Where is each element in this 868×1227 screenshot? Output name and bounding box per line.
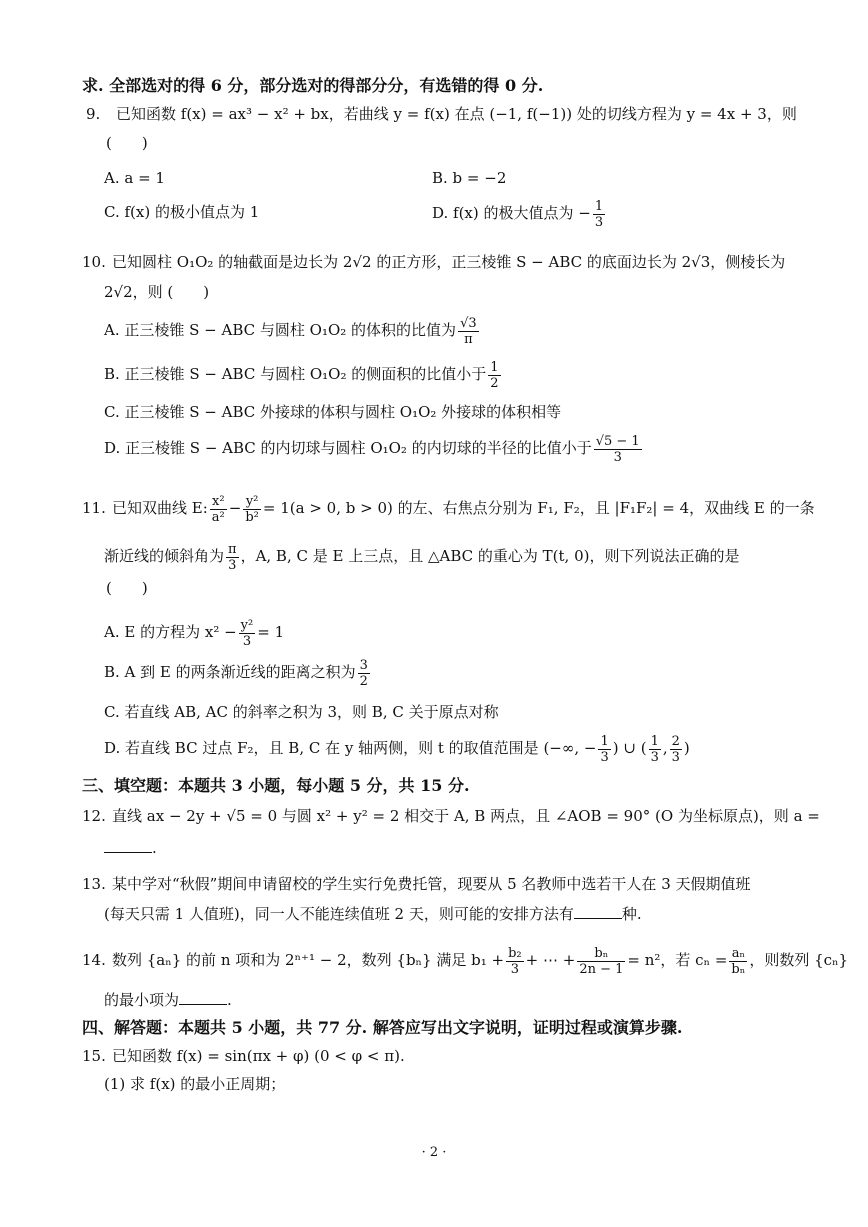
question-text: 已知函数 f(x) = ax³ − x² + bx，若曲线 y = f(x) 在点 (−1, f(−1)) 处的切线方程为 y = 4x + 3，则 xyxy=(116,105,797,123)
question-text: ，A, B, C 是 E 上三点，且 △ABC 的重心为 T(t, 0)，则下列说法正确的是 xyxy=(240,547,740,565)
question-number: 10. xyxy=(82,253,106,271)
fraction xyxy=(598,734,610,765)
question-12-stem xyxy=(82,806,820,826)
answer-blank[interactable] xyxy=(574,904,622,919)
option-9b: B. b = −2 xyxy=(432,169,507,187)
question-text: 已知双曲线 E: xyxy=(112,499,208,517)
option-text: ) ∪ ( xyxy=(612,739,647,757)
question-text: = n²，若 cₙ = xyxy=(627,951,728,969)
answer-blank[interactable] xyxy=(179,990,227,1005)
option-11c: C. 若直线 AB, AC 的斜率之积为 3，则 B, C 关于原点对称 xyxy=(104,703,499,721)
question-number: 15. xyxy=(82,1047,106,1065)
option-text: A. E 的方程为 x² − xyxy=(104,623,237,641)
section-3-heading: 三、填空题：本题共 3 小题，每小题 5 分，共 15 分. xyxy=(82,776,470,795)
fraction xyxy=(243,494,261,525)
option-text: B. 正三棱锥 S − ABC 与圆柱 O₁O₂ 的侧面积的比值小于 xyxy=(104,365,487,383)
denominator: 2 xyxy=(490,375,499,391)
fraction xyxy=(649,734,661,765)
denominator: b² xyxy=(245,509,259,525)
question-text: 种. xyxy=(621,905,642,923)
option-10d xyxy=(104,432,644,465)
question-text: + ⋯ + xyxy=(525,951,576,969)
numerator: aₙ xyxy=(729,946,747,962)
question-14-stem-line1 xyxy=(82,944,848,977)
question-9-paren: ( ) xyxy=(106,134,148,152)
question-text: 某中学对“秋假”期间申请留校的学生实行免费托管，现要从 5 名教师中选若干人在 3 天假期值班 xyxy=(112,875,751,893)
denominator: 2 xyxy=(359,673,368,689)
option-9c: C. f(x) 的极小值点为 1 xyxy=(104,203,260,221)
option-text: D. 正三棱锥 S − ABC 的内切球与圆柱 O₁O₂ 的内切球的半径的比值小于 xyxy=(104,439,592,457)
denominator: 3 xyxy=(242,633,252,649)
question-text: = 1(a > 0, b > 0) 的左、右焦点分别为 F₁, F₂，且 |F₁F₂| = 4，双曲线 E 的一条 xyxy=(262,499,815,517)
question-text: ，则数列 {cₙ} xyxy=(749,951,849,969)
question-number: 11. xyxy=(82,499,106,517)
numerator: 1 xyxy=(594,198,604,214)
denominator: 3 xyxy=(594,214,604,230)
denominator: 3 xyxy=(228,557,237,573)
page-number: · 2 · xyxy=(421,1145,447,1160)
fraction xyxy=(670,734,682,765)
question-15-part1: (1) 求 f(x) 的最小正周期； xyxy=(104,1075,286,1093)
denominator: 3 xyxy=(671,749,680,765)
minus-sign: − xyxy=(228,499,242,517)
answer-blank[interactable] xyxy=(104,838,152,853)
fraction xyxy=(226,542,239,573)
fraction xyxy=(593,199,605,230)
question-number: 12. xyxy=(82,807,106,825)
fraction xyxy=(239,618,256,649)
option-text: B. A 到 E 的两条渐近线的距离之积为 xyxy=(104,663,356,681)
option-text: A. 正三棱锥 S − ABC 与圆柱 O₁O₂ 的体积的比值为 xyxy=(104,321,457,339)
question-text: 直线 ax − 2y + √5 = 0 与圆 x² + y² = 2 相交于 A, B 两点，且 ∠AOB = 90° (O 为坐标原点)，则 a = xyxy=(112,807,820,825)
period: . xyxy=(227,991,232,1009)
denominator: 3 xyxy=(650,749,659,765)
option-11a xyxy=(104,616,284,649)
question-15-stem xyxy=(82,1046,405,1066)
numerator: 1 xyxy=(490,359,499,375)
option-10c: C. 正三棱锥 S − ABC 外接球的体积与圆柱 O₁O₂ 外接球的体积相等 xyxy=(104,403,562,421)
question-14-stem-line2 xyxy=(104,990,232,1010)
fraction xyxy=(210,494,227,525)
section-4-heading: 四、解答题：本题共 5 小题，共 77 分. 解答应写出文字说明，证明过程或演算步骤. xyxy=(82,1018,683,1037)
numerator: 3 xyxy=(359,657,368,673)
scoring-note: 求. 全部选对的得 6 分，部分选对的得部分分，有选错的得 0 分. xyxy=(82,76,544,95)
option-text: D. 若直线 BC 过点 F₂，且 B, C 在 y 轴两侧，则 t 的取值范围是 (−∞, − xyxy=(104,739,597,757)
numerator: √3 xyxy=(460,315,477,331)
option-text: = 1 xyxy=(257,623,285,641)
option-10b xyxy=(104,358,503,391)
numerator: x² xyxy=(210,494,227,510)
question-11-paren: ( ) xyxy=(106,579,148,597)
numerator: √5 − 1 xyxy=(595,433,640,449)
question-text: (每天只需 1 人值班)，同一人不能连续值班 2 天，则可能的安排方法有 xyxy=(104,905,574,923)
fraction xyxy=(358,658,370,689)
option-11b xyxy=(104,656,372,689)
numerator: 2 xyxy=(671,733,680,749)
numerator: 1 xyxy=(650,733,659,749)
option-10a xyxy=(104,314,481,347)
option-11d xyxy=(104,732,690,765)
denominator: 3 xyxy=(510,961,519,977)
option-9a: A. a = 1 xyxy=(104,169,165,187)
fraction xyxy=(488,360,500,391)
option-text: D. f(x) 的极大值点为 − xyxy=(432,204,591,222)
question-text: 渐近线的倾斜角为 xyxy=(104,547,225,565)
comma: , xyxy=(662,739,668,757)
numerator: bₙ xyxy=(577,946,625,962)
fraction xyxy=(577,946,625,977)
option-text: ) xyxy=(683,739,690,757)
denominator: bₙ xyxy=(731,961,746,977)
period: . xyxy=(152,839,157,857)
denominator: 2n − 1 xyxy=(579,961,624,977)
denominator: π xyxy=(464,331,473,347)
numerator: y² xyxy=(243,494,261,510)
question-10-stem-line1 xyxy=(82,252,785,272)
fraction xyxy=(506,946,524,977)
numerator: b₂ xyxy=(508,945,522,961)
question-text: 已知圆柱 O₁O₂ 的轴截面是边长为 2√2 的正方形，正三棱锥 S − ABC 的底面边长为 2√3，侧棱长为 xyxy=(112,253,786,271)
fraction xyxy=(458,316,479,347)
question-text: 的最小项为 xyxy=(104,991,180,1009)
denominator: a² xyxy=(211,509,225,525)
question-text: 已知函数 f(x) = sin(πx + φ) (0 < φ < π). xyxy=(112,1047,405,1065)
question-12-answer-line xyxy=(104,838,157,858)
fraction xyxy=(594,434,642,465)
question-10-stem-line2: 2√2，则 ( ) xyxy=(104,283,210,301)
question-11-stem-line1 xyxy=(82,492,815,525)
question-number: 13. xyxy=(82,875,106,893)
numerator: y² xyxy=(240,617,254,633)
denominator: 3 xyxy=(613,449,622,465)
option-9d xyxy=(432,198,607,230)
fraction xyxy=(729,946,747,977)
numerator: 1 xyxy=(600,733,609,749)
question-text: 数列 {aₙ} 的前 n 项和为 2ⁿ⁺¹ − 2，数列 {bₙ} 满足 b₁ + xyxy=(112,951,505,969)
question-13-stem-line1 xyxy=(82,874,751,894)
question-9-stem xyxy=(86,104,797,124)
question-13-stem-line2 xyxy=(104,904,642,924)
numerator: π xyxy=(228,541,237,557)
question-number: 14. xyxy=(82,951,106,969)
question-11-stem-line2 xyxy=(104,540,740,573)
question-number: 9. xyxy=(86,105,101,123)
denominator: 3 xyxy=(600,749,609,765)
